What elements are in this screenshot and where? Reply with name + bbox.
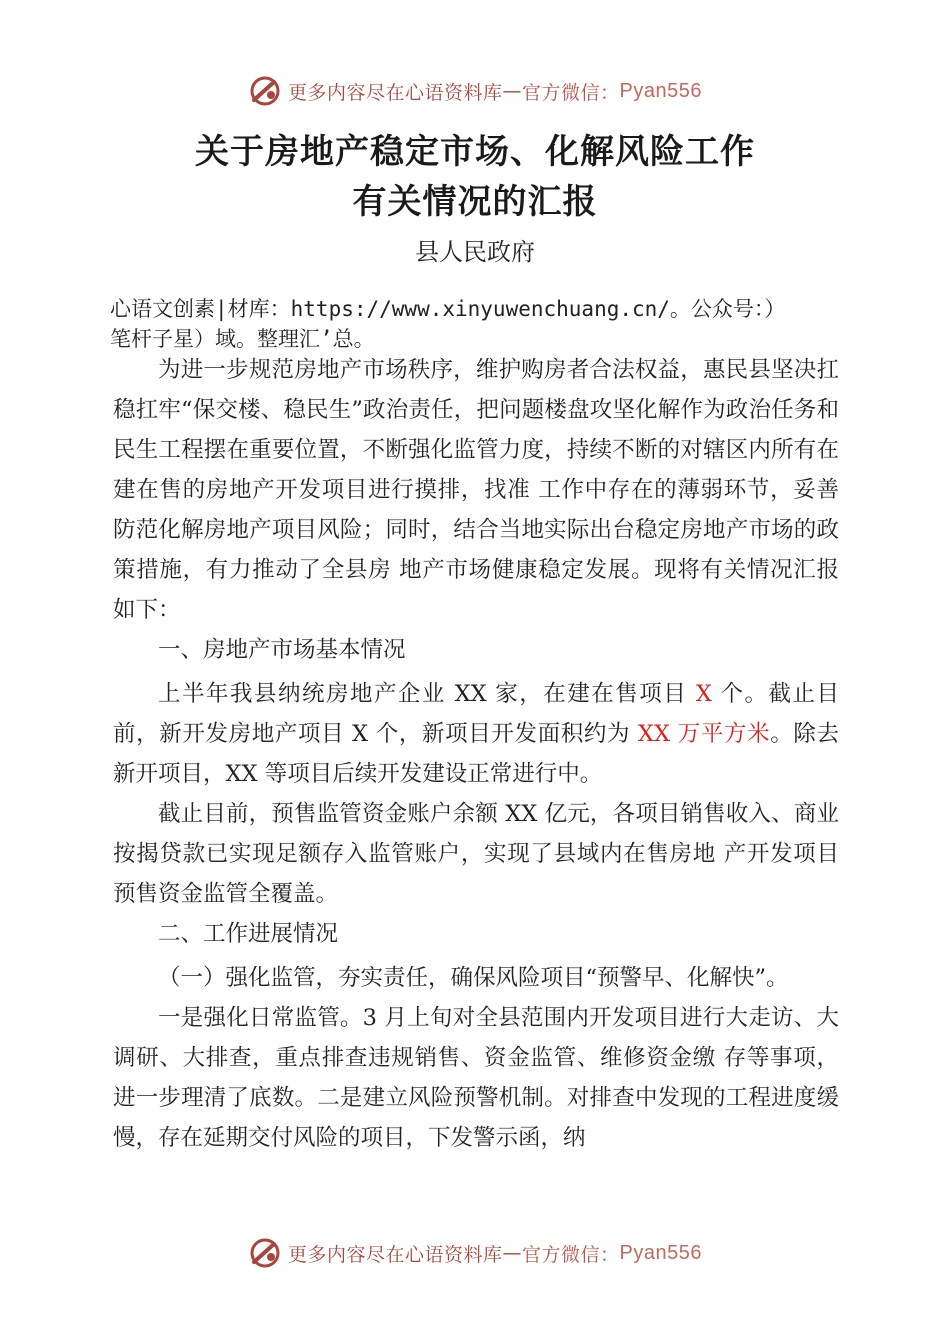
source-note-line1: 心语文创素|材库：https://www.xinyuwenchuang.cn/。公众号：）	[110, 297, 786, 321]
source-note	[110, 294, 850, 354]
intro-paragraph: 为进一步规范房地产市场秩序，维护购房者合法权益，惠民县坚决扛稳扛牢“保交楼、稳民生”政治责任，把问题楼盘攻坚化解作为政治任务和民生工程摆在重要位置，不断强化监管力度，持续不断的对辖区内所有在建在售的房地产开发项目进行摸排，找准 工作中存在的薄弱环节，妥善防范化解房地产项目风险；同时，结合当地实际出台稳定房地产市场的政策措施，有力推动了全县房 地产市场健康稳定发展。现将有关情况汇报如下：	[113, 357, 839, 623]
section-heading-1: 一、房地产市场基本情况	[158, 637, 406, 663]
document-body	[113, 350, 839, 1158]
watermark-wechat-id: Pyan556	[619, 79, 702, 102]
paragraph-daily-supervision: 一是强化日常监管。3 月上旬对全县范围内开发项目进行大走访、大调研、大排查，重点排查违规销售、资金监管、维修资金缴 存等事项，进一步理清了底数。二是建立风险预警机制。对排查中发现的工程进度缓慢，存在延期交付风险的项目，下发警示函，纳	[113, 1005, 839, 1151]
paragraph-market-stats	[113, 674, 839, 794]
brush-seal-icon	[248, 1236, 282, 1270]
paragraph-fund-supervision: 截止目前，预售监管资金账户余额 XX 亿元，各项目销售收入、商业按揭贷款已实现足额存入监管账户，实现了县域内在售房地 产开发项目预售资金监管全覆盖。	[113, 801, 839, 907]
watermark-wechat-label: 官方微信：	[522, 81, 620, 104]
watermark-dash: —	[502, 80, 523, 102]
document-author: 县人民政府	[415, 238, 535, 266]
p1-text-a: 上半年我县纳统房地产企业 XX 家，在建在售项目	[158, 681, 696, 707]
p1-highlight-projects: X	[695, 681, 712, 707]
watermark-wechat-label: 官方微信：	[522, 1243, 620, 1266]
watermark-brand: 更多内容尽在心语资料库	[288, 1243, 503, 1266]
header-watermark	[0, 68, 950, 114]
watermark-brand: 更多内容尽在心语资料库	[288, 81, 503, 104]
p1-text-b: 个。截止目前，新开发房地产项目 X 个，新项目开发面积约为	[113, 681, 839, 747]
p1-highlight-area: XX 万平方米	[637, 721, 771, 747]
document-title-line2: 有关情况的汇报	[352, 182, 598, 222]
watermark-dash: —	[502, 1242, 523, 1264]
p1-text-c: 。除去新开项目，XX 等项目后续开发建设正常进行中。	[113, 721, 839, 787]
brush-seal-icon	[248, 74, 282, 108]
source-note-line2: 笔杆子星）域。整理汇’总。	[110, 327, 375, 351]
document-title-line1: 关于房地产稳定市场、化解风险工作	[195, 132, 755, 172]
footer-watermark	[0, 1230, 950, 1276]
watermark-wechat-id: Pyan556	[619, 1241, 702, 1264]
section-heading-2: 二、工作进展情况	[158, 921, 339, 947]
subsection-heading-1: （一）强化监管，夯实责任，确保风险项目“预警早、化解快”。	[158, 965, 789, 991]
